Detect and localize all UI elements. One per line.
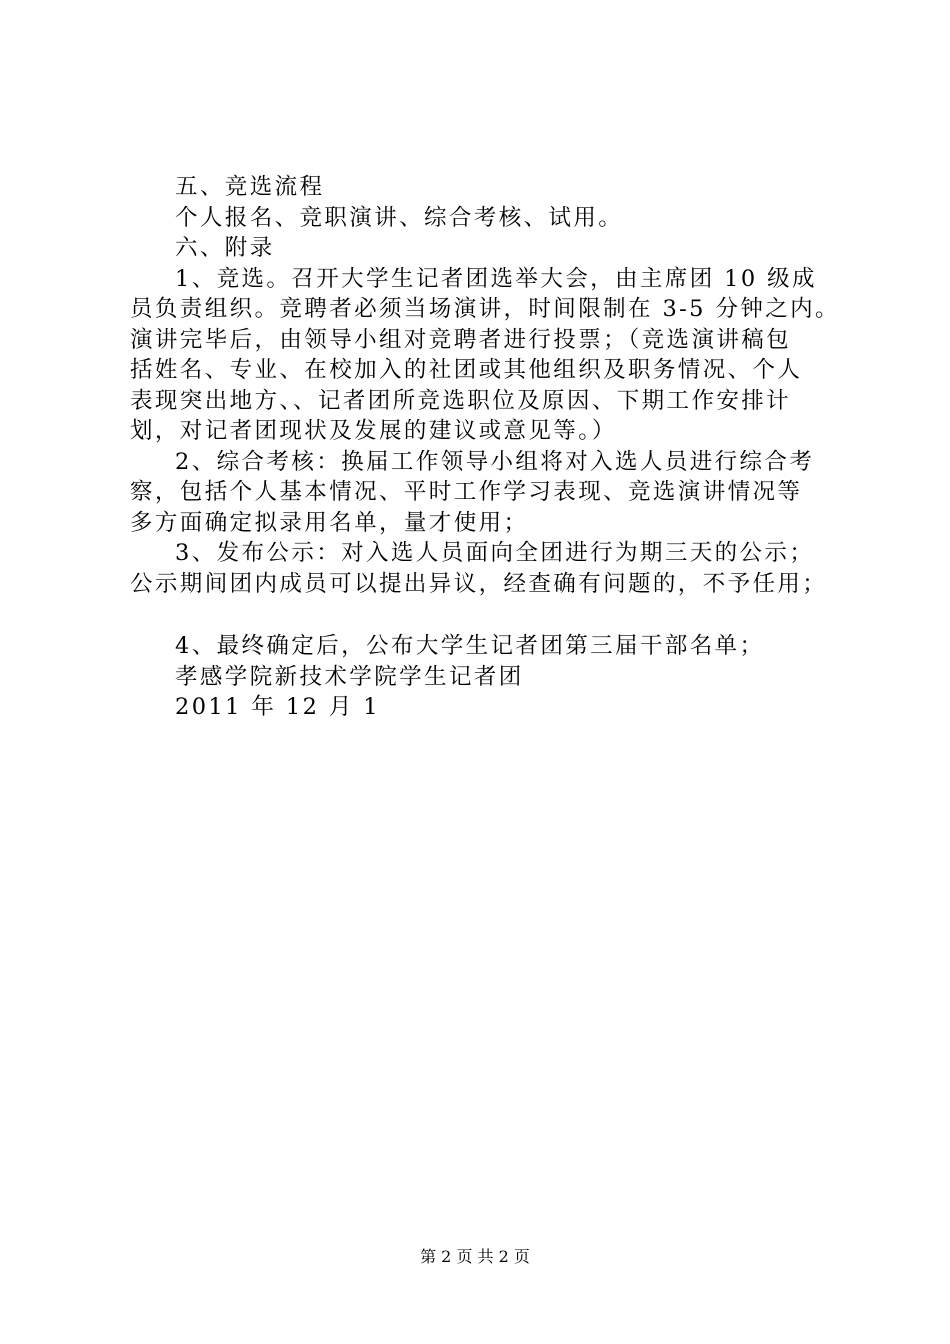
page-number-footer: 第 2 页 共 2 页 [420,1247,530,1266]
paragraph-line: 公示期间团内成员可以提出异议，经查确有问题的，不予任用； [130,570,828,597]
heading-section-six: 六、附录 [175,235,275,261]
paragraph-line: 演讲完毕后，由领导小组对竞聘者进行投票；（竞选演讲稿包 [130,326,792,353]
paragraph-line: 4、最终确定后，公布大学生记者团第三届干部名单； [175,633,765,659]
paragraph-line: 1、竞选。召开大学生记者团选举大会，由主席团 10 级成 [175,265,817,292]
paragraph-line: 括姓名、专业、在校加入的社团或其他组织及职务情况、个人 [130,357,803,383]
signature-organization: 孝感学院新技术学院学生记者团 [175,663,524,690]
paragraph-line: 表现突出地方、、记者团所竞选职位及原因、下期工作安排计 [130,387,792,414]
paragraph-line: 察，包括个人基本情况、平时工作学习表现、竞选演讲情况等 [130,479,803,505]
paragraph-line: 员负责组织。竞聘者必须当场演讲，时间限制在 3-5 分钟之内。 [130,296,840,322]
paragraph-line: 3、发布公示：对入选人员面向全团进行为期三天的公示； [175,540,815,566]
paragraph-process: 个人报名、竞职演讲、综合考核、试用。 [175,204,624,231]
heading-section-five: 五、竞选流程 [175,174,325,200]
paragraph-line: 多方面确定拟录用名单，量才使用； [130,509,529,536]
document-body [130,172,850,723]
signature-date: 2011 年 12 月 1 [175,694,381,720]
blank-line [130,599,850,631]
paragraph-line: 2、综合考核：换届工作领导小组将对入选人员进行综合考 [175,448,815,475]
paragraph-line: 划，对记者团现状及发展的建议或意见等。） [130,418,617,444]
